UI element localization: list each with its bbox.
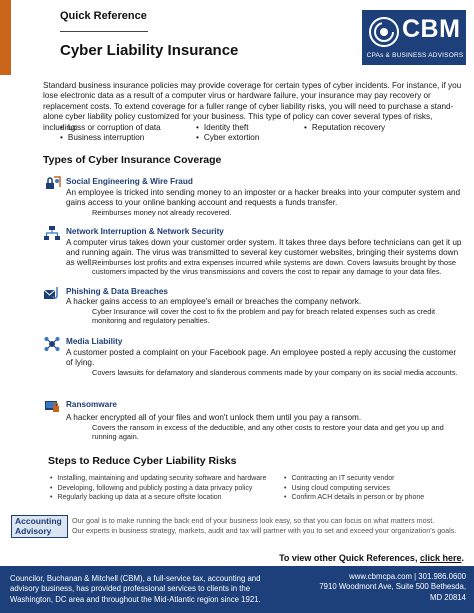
step-item: • Contracting an IT security vendor <box>284 474 464 484</box>
click-here-link[interactable]: click here <box>419 553 462 563</box>
logo-name: CBM <box>402 15 461 43</box>
footer-line: Washington, DC area and throughout the Mid-Atlantic region since 1921. <box>10 594 261 604</box>
section-title-phishing: Phishing & Data Breaches <box>66 287 168 296</box>
section-sub-media: Covers lawsuits for defamatory and slanderous comments made by your company on its social media accounts. <box>92 368 458 377</box>
intro-paragraph: Standard business insurance policies may provide coverage for certain types of cyber incidents. For instance, if you lose electronic data as a result of a computer virus or hardware failure, your insurance may pay recovery or replacement costs. To extend coverage for a fuller range of cyber liability risks, you will need to purchase a stand-alone cyber liability policy customized for your business. This type of policy can cover several types of risks, including: <box>43 81 462 132</box>
accounting-advisory-badge <box>11 515 68 538</box>
risk-item: • Business interruption <box>60 133 196 143</box>
accent-bar <box>0 0 11 75</box>
risk-item: • Cyber extortion <box>196 133 304 143</box>
step-item: • Confirm ACH details in person or by phone <box>284 493 464 503</box>
steps-column-left <box>50 474 284 503</box>
steps-list <box>50 474 464 503</box>
section-title-network: Network Interruption & Network Security <box>66 227 224 236</box>
section-text-phishing: A hacker gains access to an employee's email or breaches the company network. <box>66 297 362 306</box>
footer-address: 7910 Woodmont Ave, Suite 500 Bethesda, <box>319 582 466 592</box>
badge-line: Advisory <box>15 525 52 536</box>
section-text-social-engineering: An employee is tricked into sending money to an imposter or a hacker breaks into your computer system and gains access to your online banking account and requests a funds transfer. <box>66 188 461 208</box>
document-label: Quick Reference <box>60 10 147 22</box>
footer-web-phone[interactable]: www.cbmcpa.com | 301.986.0600 <box>349 572 466 581</box>
section-text-ransomware: A hacker encrypted all of your files and won't unlock them until you pay a ransom. <box>66 413 362 422</box>
page-title: Cyber Liability Insurance <box>60 42 239 59</box>
section-title-social-engineering: Social Engineering & Wire Fraud <box>66 177 193 186</box>
risk-item: • Reputation recovery <box>304 123 454 133</box>
advisory-line: Our goal is to make running the back end of your business look easy, so that you can focus on what matters most. <box>72 516 435 525</box>
risk-row <box>60 123 460 133</box>
step-item: • Installing, maintaining and updating security software and hardware <box>50 474 284 484</box>
step-item: • Regularly backing up data at a secure offsite location <box>50 493 284 503</box>
logo-subtitle: CPAs & BUSINESS ADVISORS <box>366 52 464 59</box>
footer-address: MD 20814 <box>430 592 466 602</box>
logo-mark-icon <box>368 16 400 48</box>
footer-about <box>10 574 280 605</box>
risk-item: • Loss or corruption of data <box>60 123 196 133</box>
section-sub-ransomware: Covers the ransom in excess of the deductible, and any other costs to restore your data and get you up and running again. <box>92 423 444 442</box>
ransom-lock-icon <box>44 398 60 414</box>
accounting-advisory-text <box>72 516 467 536</box>
footer-line: Councilor, Buchanan & Mitchell (CBM), a full-service tax, accounting and <box>10 574 261 583</box>
step-item: • Using cloud computing services <box>284 484 464 494</box>
section-text-network: A computer virus takes down your customer order system. It takes three days before technicians can get it up and running again. The virus was transmitted to several key customer websites, bringing their systems down as well. <box>66 238 462 268</box>
section-sub-network: Reimburses lost profits and extra expenses incurred while systems are down. Covers lawsuits brought by those customers impacted by the virus transmissions and covers the cost to repair any damage to your data files. <box>92 258 456 277</box>
network-icon <box>44 225 60 241</box>
section-title-ransomware: Ransomware <box>66 400 117 409</box>
section-title-media: Media Liability <box>66 337 123 346</box>
footer-line: advisory business, has provided professional services to clients in the <box>10 584 251 594</box>
steps-column-right <box>284 474 464 503</box>
view-other-suffix: . <box>461 553 464 563</box>
lock-icon <box>45 174 61 190</box>
advisory-line: Our experts in business strategy, markets, audit and tax will partner with you to set and exceed your organization's goals. <box>72 526 457 536</box>
cbm-logo <box>362 10 466 65</box>
envelope-hook-icon <box>44 286 60 302</box>
steps-heading: Steps to Reduce Cyber Liability Risks <box>48 455 237 467</box>
section-sub-phishing: Cyber Insurance will cover the cost to fix the problem and pay for breach related expenses such as credit monitoring and regulatory penalties. <box>92 307 436 326</box>
risk-list <box>60 123 460 144</box>
social-media-icon <box>44 336 60 352</box>
footer-contact <box>296 572 466 603</box>
risk-row <box>60 133 460 143</box>
label-underline <box>60 31 148 32</box>
step-item: • Developing, following and publicly posting a data privacy policy <box>50 484 284 494</box>
badge-line: Accounting <box>15 516 62 526</box>
view-other-prefix: To view other Quick References, <box>279 553 420 563</box>
view-other-references <box>230 553 464 563</box>
section-sub-social-engineering: Reimburses money not already recovered. <box>92 208 232 217</box>
section-text-media: A customer posted a complaint on your Facebook page. An employee posted a reply accusing the customer of lying. <box>66 348 457 368</box>
coverage-heading: Types of Cyber Insurance Coverage <box>43 154 222 166</box>
risk-item: • Identity theft <box>196 123 304 133</box>
